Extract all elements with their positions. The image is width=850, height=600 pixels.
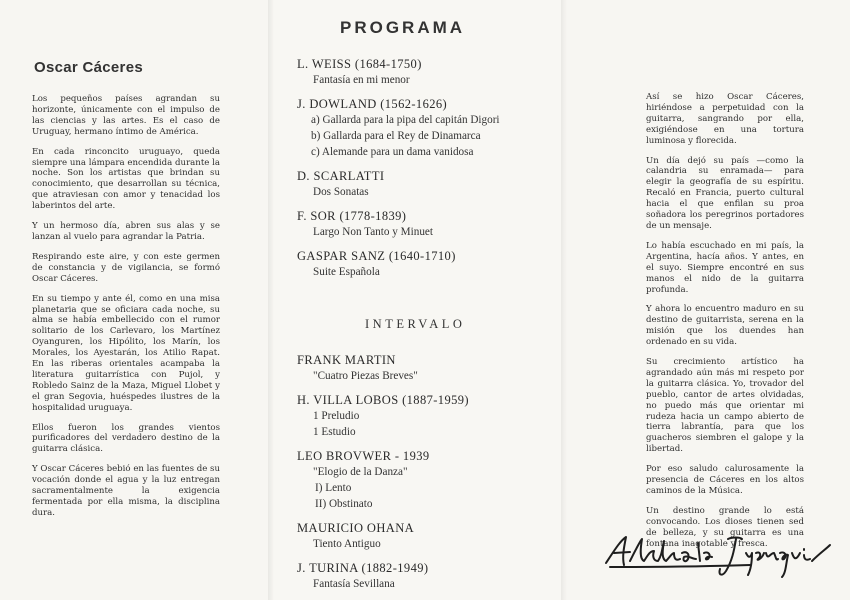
program-entry — [297, 448, 557, 512]
right-paragraph: Y ahora lo encuentro maduro en su destino de guitarrista, serena en la misión que los duendes han ordenado en su vida. — [646, 304, 804, 348]
piece-title: Fantasía en mi menor — [313, 74, 410, 86]
piece-title: a) Gallarda para la pipa del capitán Digori — [311, 114, 500, 126]
composer-name: F. SOR (1778-1839) — [297, 209, 407, 223]
composer-name: FRANK MARTIN — [297, 353, 396, 367]
composer-name: LEO BROVWER - 1939 — [297, 449, 430, 463]
program-entry — [297, 392, 557, 440]
right-text-block — [646, 92, 804, 559]
program-entry — [297, 168, 557, 200]
piece-title: Largo Non Tanto y Minuet — [313, 226, 433, 238]
piece-title: II) Obstinato — [315, 498, 373, 510]
intermission-heading: INTERVALO — [365, 317, 466, 331]
program-entry — [297, 56, 557, 88]
piece-title: "Elogio de la Danza" — [313, 466, 408, 478]
left-paragraph: Y Oscar Cáceres bebió en las fuentes de su vocación donde el agua y la luz entregan sacramentalmente la exigencia fermentada por ella misma, la disciplina dura. — [32, 464, 220, 518]
fold-crease-left — [268, 0, 274, 600]
handwritten-signature — [600, 523, 840, 583]
right-paragraph: Por eso saludo calurosamente la presencia de Cáceres en los altos caminos de la Música. — [646, 464, 804, 496]
composer-name: H. VILLA LOBOS (1887-1959) — [297, 393, 469, 407]
program-entry — [297, 520, 557, 552]
composer-name: MAURICIO OHANA — [297, 521, 415, 535]
fold-crease-right — [561, 0, 567, 600]
program-part-1 — [297, 56, 557, 288]
program-entry — [297, 248, 557, 280]
piece-title: c) Alemande para un dama vanidosa — [311, 146, 474, 158]
program-title: PROGRAMA — [340, 18, 466, 37]
composer-name: J. DOWLAND (1562-1626) — [297, 97, 448, 111]
right-paragraph: Un destino grande lo está convocando. Los dioses tienen sed de belleza, y su guitarra es una fontana inagotable y fresca. — [646, 505, 804, 549]
piece-title: "Cuatro Piezas Breves" — [313, 370, 418, 382]
left-paragraph: Y un hermoso día, abren sus alas y se lanzan al vuelo para agrandar la Patria. — [32, 221, 220, 242]
left-paragraph: En cada rinconcito uruguayo, queda siempre una lámpara encendida durante la noche. Son los artistas que brindan su conocimiento, que desarrollan su técnica, que atraviesan con amor y tenacidad los laberintos del arte. — [32, 146, 220, 212]
piece-title: Suite Española — [313, 266, 380, 278]
composer-name: L. WEISS (1684-1750) — [297, 57, 422, 71]
program-entry — [297, 96, 557, 160]
left-title: Oscar Cáceres — [34, 59, 143, 76]
right-paragraph: Su crecimiento artístico ha agrandado aún más mi respeto por la guitarra clásica. Yo, trovador del pueblo, cantor de artes olvidadas, no puedo más que orientar mi rudeza hacia un campo abierto de tierra labrantía, para que los guacheros siembren el galope y la libertad. — [646, 357, 804, 455]
left-paragraph: Ellos fueron los grandes vientos purificadores del verdadero destino de la guitarra clásica. — [32, 422, 220, 455]
left-text-block — [32, 94, 220, 528]
program-entry — [297, 208, 557, 240]
right-paragraph: Así se hizo Oscar Cáceres, hiriéndose a perpetuidad con la guitarra, sangrando por ella, exigiéndose en una tortura luminosa y florecida. — [646, 92, 804, 146]
right-paragraph: Lo había escuchado en mi país, la Argentina, hacía años. Y antes, en el suyo. Siempre encontré en sus manos el nido de la guitarra profunda. — [646, 240, 804, 295]
piece-title: I) Lento — [315, 482, 352, 494]
right-paragraph: Un día dejó su país —como la calandria su enramada— para elegir la geografía de su espíritu. Recaló en Francia, puerto cultural hacia el que enfilan su proa soñadora los peregrinos portadores de un mensaje. — [646, 155, 804, 231]
piece-title: Dos Sonatas — [313, 186, 369, 198]
piece-title: 1 Preludio — [313, 410, 360, 422]
program-entry — [297, 352, 557, 384]
piece-title: Tiento Antiguo — [313, 538, 381, 550]
left-paragraph: Respirando este aire, y con este germen de constancia y de vigilancia, se formó Oscar Cáceres. — [32, 251, 220, 284]
composer-name: GASPAR SANZ (1640-1710) — [297, 249, 456, 263]
piece-title: 1 Estudio — [313, 426, 356, 438]
left-paragraph: Los pequeños países agrandan su horizonte, únicamente con el impulso de las ciencias y las artes. Es el caso de Uruguay, hermano íntimo de América. — [32, 94, 220, 137]
piece-title: b) Gallarda para el Rey de Dinamarca — [311, 130, 481, 142]
piece-title: Fantasía Sevillana — [313, 578, 395, 590]
program-part-2 — [297, 352, 557, 600]
composer-name: D. SCARLATTI — [297, 169, 385, 183]
composer-name: J. TURINA (1882-1949) — [297, 561, 429, 575]
left-paragraph: En su tiempo y ante él, como en una misa planetaria que se oficiara cada noche, su alma se había embellecido con el rumor solitario de los Carlevaro, los Martínez Oyanguren, los Hipólito, los Marín, los Morales, los Ayestarán, los Atilio Rapat. En las riberas orientales acampaba la literatura guitarrística con Pujol, y Robledo Sainz de la Maza, Miguel Llobet y el gran Segovia, huéspedes ilustres de la hospitalidad uruguaya. — [32, 293, 220, 413]
program-entry — [297, 560, 557, 592]
